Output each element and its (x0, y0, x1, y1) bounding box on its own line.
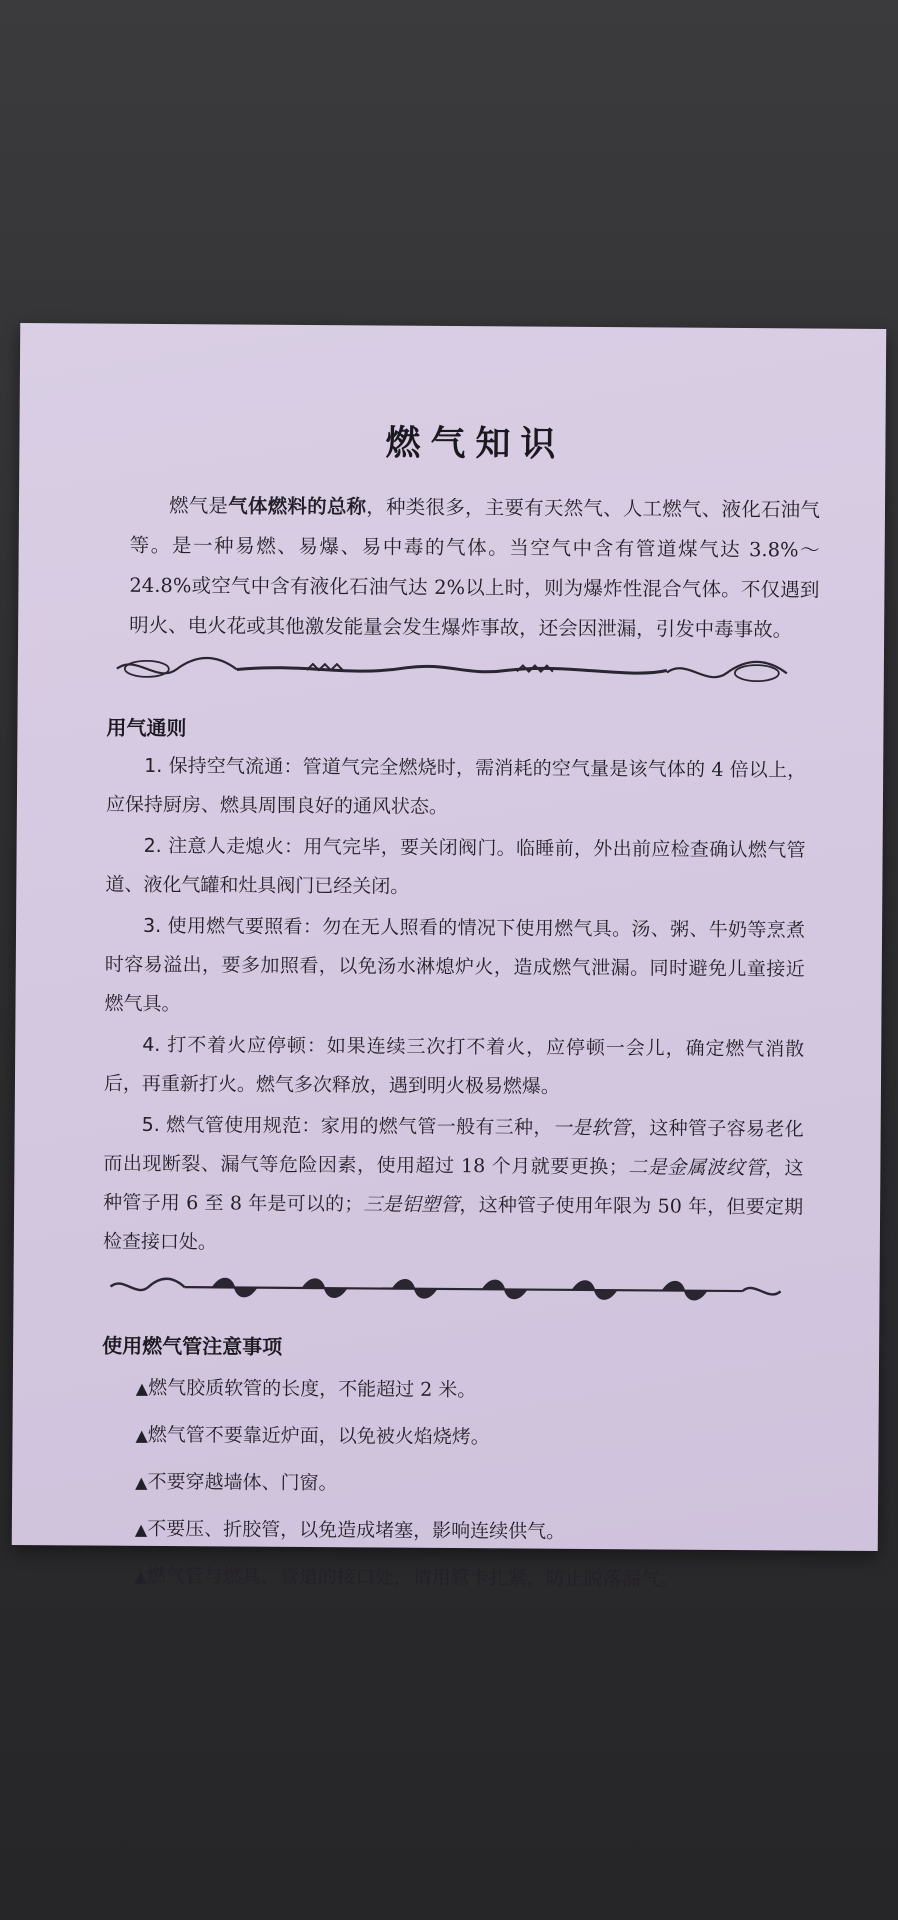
rule-text: ，这种管子使用年限为 50 年，但要定期检查接口处。 (102, 1194, 804, 1254)
rule-emphasis: 三是铝塑管 (363, 1193, 460, 1217)
triangle-bullet-icon: ▲ (134, 1566, 147, 1586)
paper-sheet (12, 323, 887, 1591)
document-title: 燃气知识 (385, 423, 566, 465)
list-item (101, 1506, 813, 1558)
rule-label: 4. 打不着火应停顿： (142, 1033, 327, 1058)
tips-list (100, 1365, 814, 1605)
rule-emphasis: 二是金属波纹管 (627, 1156, 765, 1180)
rule-text: 管道气完全燃烧时，需消耗的空气量是该气体的 4 倍以上，应保持厨房、燃具周围良好的通风状态。 (105, 755, 807, 818)
rule-item (104, 1026, 805, 1109)
rule-emphasis: 一是软管 (552, 1116, 631, 1140)
triangle-bullet-icon: ▲ (134, 1519, 148, 1539)
rule-label: 2. 注意人走熄火： (143, 834, 304, 858)
rule-label: 1. 保持空气流通： (144, 754, 303, 778)
rule-text: 用气完毕，要关闭阀门。临睡前，外出前应检查确认燃气管道、液化气罐和灶具阀门已经关闭。 (105, 835, 806, 898)
rule-label: 3. 使用燃气要照看： (142, 914, 323, 939)
tip-text: 燃气管与燃具、管道的接口处，请用管卡扎紧，防止脱落漏气。 (146, 1564, 679, 1591)
section-heading-pipe-notes: 使用燃气管注意事项 (102, 1333, 283, 1359)
intro-rest: ，种类很多，主要有天然气、人工燃气、液化石油气等。是一种易燃、易爆、易中毒的气体。当空气中含有管道煤气达 3.8%～24.8%或空气中含有液化石油气达 2%以上时，则为爆炸性混合气体。不仅遇到明火、电火花或其他激发能量会发生爆炸事故，还会因泄漏，引发中毒事故。 (129, 495, 821, 642)
tip-text: 不要压、折胶管，以免造成堵塞，影响连续供气。 (147, 1517, 566, 1543)
rule-item (106, 747, 807, 830)
rule-text: 家用的燃气管一般有三种， (320, 1115, 553, 1139)
tip-text: 燃气管不要靠近炉面，以免被火焰烧烤。 (147, 1423, 490, 1449)
rule-label: 5. 燃气管使用规范： (141, 1113, 321, 1138)
triangle-bullet-icon: ▲ (135, 1425, 148, 1445)
list-item (100, 1553, 812, 1605)
list-item (102, 1365, 814, 1417)
rule-item (105, 827, 806, 910)
triangle-bullet-icon: ▲ (135, 1472, 148, 1492)
rule-text: 勿在无人照看的情况下使用燃气具。汤、粥、牛奶等烹煮时容易溢出，要多加照看，以免汤水淋熄炉火，造成燃气泄漏。同时避免儿童接近燃气具。 (104, 916, 806, 1016)
section-heading-usage-rules: 用气通则 (106, 715, 187, 741)
document-body (102, 414, 821, 1605)
list-item (101, 1459, 813, 1511)
rule-text: ，这种管子用 6 至 8 年是可以的； (103, 1157, 804, 1216)
rule-text: ，这种管子容易老化而出现断裂、漏气等危险因素，使用超过 18 个月就要更换； (103, 1117, 804, 1179)
intro-paragraph (129, 486, 820, 651)
rule-item (104, 907, 805, 1029)
tip-text: 不要穿越墙体、门窗。 (147, 1470, 338, 1495)
list-item (101, 1412, 813, 1464)
ornamental-divider-2 (102, 1270, 792, 1309)
intro-lead: 燃气是 (168, 494, 229, 518)
rule-text: 如果连续三次打不着火，应停顿一会儿，确定燃气消散后，再重新打火。燃气多次释放，遇到明火极易燃爆。 (103, 1035, 805, 1098)
ornamental-divider-1 (107, 652, 797, 691)
triangle-bullet-icon: ▲ (135, 1378, 149, 1398)
intro-term: 气体燃料的总称 (228, 494, 367, 519)
tip-text: 燃气胶质软管的长度，不能超过 2 米。 (148, 1376, 477, 1402)
rule-item (103, 1106, 804, 1267)
